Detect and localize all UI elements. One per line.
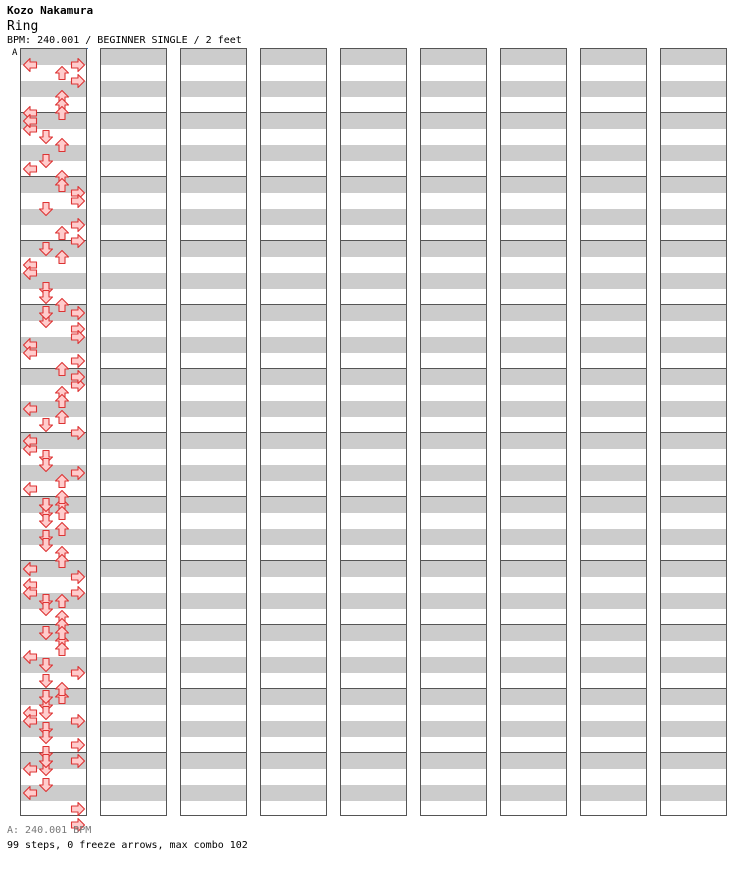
up-arrow-icon [54, 297, 70, 313]
left-arrow-icon [22, 401, 38, 417]
left-arrow-icon [22, 433, 38, 449]
measure-line [661, 560, 726, 561]
measure-line [181, 432, 246, 433]
measure-line [181, 112, 246, 113]
right-arrow-icon [70, 569, 86, 585]
measure-line [661, 368, 726, 369]
measure-line [581, 112, 646, 113]
down-arrow-icon [38, 729, 54, 745]
measure-line [101, 368, 166, 369]
chart-column [260, 48, 327, 816]
measure-line [421, 176, 486, 177]
measure-line [421, 112, 486, 113]
left-arrow-icon [22, 649, 38, 665]
measure-line [421, 432, 486, 433]
right-arrow-icon [70, 217, 86, 233]
measure-line [341, 624, 406, 625]
right-arrow-icon [70, 585, 86, 601]
measure-line [341, 112, 406, 113]
left-arrow-icon [22, 161, 38, 177]
measure-line [581, 432, 646, 433]
measure-line [261, 432, 326, 433]
measure-line [101, 752, 166, 753]
up-arrow-icon [54, 177, 70, 193]
up-arrow-icon [54, 361, 70, 377]
up-arrow-icon [54, 137, 70, 153]
measure-line [501, 368, 566, 369]
chart-column [340, 48, 407, 816]
measure-line [581, 176, 646, 177]
measure-line [421, 304, 486, 305]
measure-line [181, 240, 246, 241]
up-arrow-icon [54, 65, 70, 81]
measure-line [661, 176, 726, 177]
measure-line [181, 624, 246, 625]
down-arrow-icon [38, 673, 54, 689]
left-arrow-icon [22, 713, 38, 729]
measure-line [661, 688, 726, 689]
measure-line [101, 112, 166, 113]
right-arrow-icon [70, 369, 86, 385]
measure-line [421, 560, 486, 561]
right-arrow-icon [70, 465, 86, 481]
bpm-marker-label: A [12, 48, 18, 58]
right-arrow-icon [70, 57, 86, 73]
measure-line [261, 624, 326, 625]
measure-line [421, 688, 486, 689]
right-arrow-icon [70, 329, 86, 345]
measure-line [181, 176, 246, 177]
measure-line [181, 368, 246, 369]
measure-line [421, 368, 486, 369]
up-arrow-icon [54, 593, 70, 609]
measure-line [581, 624, 646, 625]
measure-line [101, 496, 166, 497]
measure-line [341, 368, 406, 369]
measure-line [581, 752, 646, 753]
measure-line [101, 624, 166, 625]
up-arrow-icon [54, 505, 70, 521]
measure-line [581, 304, 646, 305]
measure-line [421, 496, 486, 497]
up-arrow-icon [54, 473, 70, 489]
down-arrow-icon [38, 241, 54, 257]
measure-line [101, 304, 166, 305]
measure-line [261, 752, 326, 753]
left-arrow-icon [22, 345, 38, 361]
measure-line [661, 432, 726, 433]
measure-line [501, 624, 566, 625]
measure-line [101, 688, 166, 689]
measure-line [421, 240, 486, 241]
down-arrow-icon [38, 513, 54, 529]
up-arrow-icon [54, 489, 70, 505]
right-arrow-icon [70, 801, 86, 817]
measure-line [501, 304, 566, 305]
measure-line [661, 496, 726, 497]
measure-line [341, 560, 406, 561]
right-arrow-icon [70, 73, 86, 89]
down-arrow-icon [38, 417, 54, 433]
measure-line [261, 176, 326, 177]
measure-line [501, 112, 566, 113]
measure-line [261, 112, 326, 113]
down-arrow-icon [38, 305, 54, 321]
down-arrow-icon [38, 129, 54, 145]
right-arrow-icon [70, 305, 86, 321]
measure-line [181, 560, 246, 561]
right-arrow-icon [70, 713, 86, 729]
down-arrow-icon [38, 457, 54, 473]
down-arrow-icon [38, 497, 54, 513]
up-arrow-icon [54, 521, 70, 537]
up-arrow-icon [54, 249, 70, 265]
measure-line [501, 752, 566, 753]
measure-line [581, 560, 646, 561]
measure-line [501, 240, 566, 241]
right-arrow-icon [70, 753, 86, 769]
measure-line [341, 752, 406, 753]
measure-line [661, 240, 726, 241]
left-arrow-icon [22, 113, 38, 129]
measure-line [501, 560, 566, 561]
measure-line [581, 240, 646, 241]
measure-line [181, 752, 246, 753]
up-arrow-icon [54, 409, 70, 425]
measure-line [261, 240, 326, 241]
measure-line [261, 560, 326, 561]
left-arrow-icon [22, 785, 38, 801]
up-arrow-icon [54, 553, 70, 569]
chart-column [180, 48, 247, 816]
chart-column [580, 48, 647, 816]
down-arrow-icon [38, 289, 54, 305]
measure-line [501, 432, 566, 433]
chart-column [660, 48, 727, 816]
measure-line [181, 304, 246, 305]
measure-line [101, 240, 166, 241]
down-arrow-icon [38, 689, 54, 705]
measure-line [341, 496, 406, 497]
down-arrow-icon [38, 153, 54, 169]
right-arrow-icon [70, 193, 86, 209]
left-arrow-icon [22, 761, 38, 777]
measure-line [581, 496, 646, 497]
down-arrow-icon [38, 777, 54, 793]
right-arrow-icon [70, 737, 86, 753]
measure-line [261, 688, 326, 689]
measure-line [101, 560, 166, 561]
right-arrow-icon [70, 353, 86, 369]
artist-name: Kozo Nakamura [7, 4, 94, 17]
measure-line [101, 176, 166, 177]
left-arrow-icon [22, 561, 38, 577]
right-arrow-icon [70, 425, 86, 441]
left-arrow-icon [22, 57, 38, 73]
left-arrow-icon [22, 265, 38, 281]
chart-column [500, 48, 567, 816]
up-arrow-icon [54, 681, 70, 697]
down-arrow-icon [38, 537, 54, 553]
measure-line [261, 304, 326, 305]
measure-line [661, 624, 726, 625]
chart-column [420, 48, 487, 816]
measure-line [661, 112, 726, 113]
measure-line [181, 688, 246, 689]
right-arrow-icon [70, 665, 86, 681]
song-title: Ring [7, 19, 39, 34]
measure-line [501, 176, 566, 177]
left-arrow-icon [22, 481, 38, 497]
right-arrow-icon [70, 233, 86, 249]
bpm-footer: A: 240.001 BPM [7, 825, 92, 836]
chart-column [100, 48, 167, 816]
down-arrow-icon [38, 625, 54, 641]
up-arrow-icon [54, 625, 70, 641]
measure-line [501, 688, 566, 689]
down-arrow-icon [38, 657, 54, 673]
measure-line [661, 752, 726, 753]
measure-line [341, 432, 406, 433]
measure-line [581, 688, 646, 689]
left-arrow-icon [22, 585, 38, 601]
measure-line [341, 304, 406, 305]
measure-line [341, 688, 406, 689]
measure-line [501, 496, 566, 497]
measure-line [581, 368, 646, 369]
chart-column [20, 48, 87, 816]
up-arrow-icon [54, 641, 70, 657]
measure-line [421, 624, 486, 625]
step-summary: 99 steps, 0 freeze arrows, max combo 102 [7, 840, 248, 851]
measure-line [661, 304, 726, 305]
up-arrow-icon [54, 393, 70, 409]
down-arrow-icon [38, 601, 54, 617]
up-arrow-icon [54, 105, 70, 121]
measure-line [421, 752, 486, 753]
down-arrow-icon [38, 753, 54, 769]
measure-line [341, 176, 406, 177]
measure-line [261, 368, 326, 369]
measure-line [261, 496, 326, 497]
up-arrow-icon [54, 225, 70, 241]
down-arrow-icon [38, 201, 54, 217]
down-arrow-icon [38, 705, 54, 721]
measure-line [101, 432, 166, 433]
measure-line [181, 496, 246, 497]
chart-info: BPM: 240.001 / BEGINNER SINGLE / 2 feet [7, 35, 242, 46]
measure-line [341, 240, 406, 241]
